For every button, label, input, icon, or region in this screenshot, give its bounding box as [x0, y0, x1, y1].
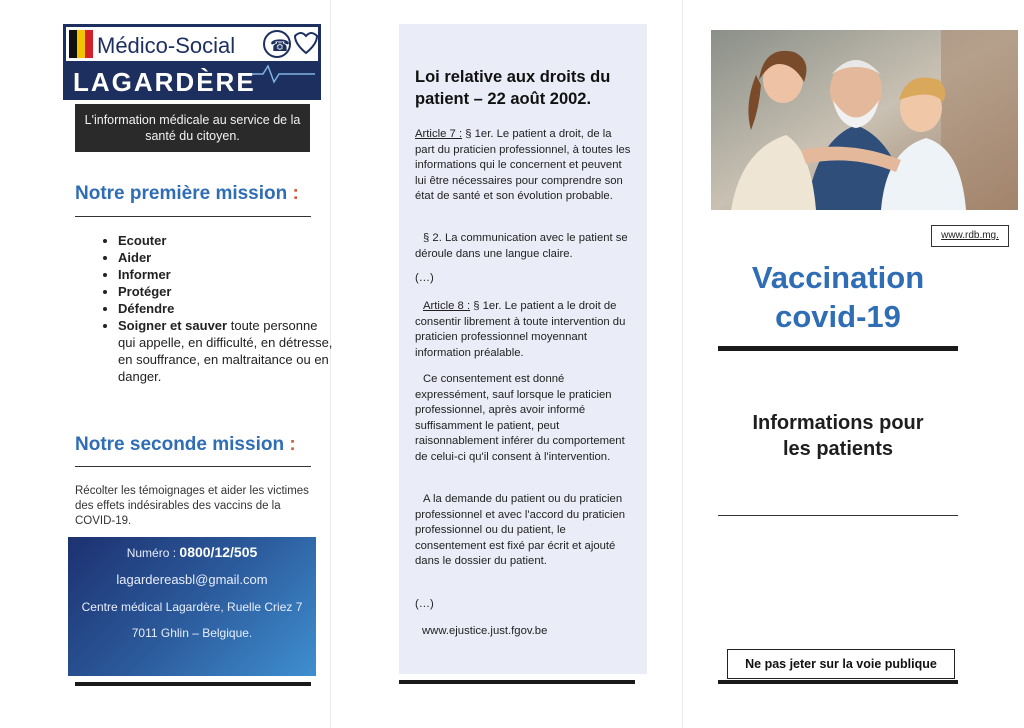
law-paragraph-2: § 2. La communication avec le patient se déroule dans une langue claire.: [415, 232, 628, 260]
vaccination-title: Vaccination covid-19: [751, 260, 925, 334]
law-ellipsis-2: (…): [415, 598, 434, 610]
notice-box: Ne pas jeter sur la voie publique: [727, 649, 955, 679]
list-item: • Ecouter: [118, 232, 333, 249]
fold-line-right: [682, 0, 683, 728]
info-title: Informations pour les patients: [752, 412, 924, 460]
medico-social-logo: [63, 24, 321, 100]
mission1-list: [96, 232, 333, 385]
mission1-title: Notre première mission :: [75, 183, 299, 204]
mission1-rule: [75, 216, 311, 217]
tagline-box: [75, 104, 310, 152]
logo-brand-top: Médico-Social: [97, 33, 236, 58]
svg-text:☎: ☎: [270, 36, 290, 55]
law-paragraph-consent: Ce consentement est donné expressément, sauf lorsque le praticien professionnel, après avoir informé suffisamment le patient, peut raisonnablement inférer du comportement de celui-ci qu'il consent à l'intervention.: [415, 373, 625, 463]
list-item: • Aider: [118, 249, 333, 266]
contact-box: [68, 537, 316, 676]
subtitle-rule: [718, 515, 958, 516]
law-title: Loi relative aux droits du patient – 22 août 2002.: [415, 68, 611, 108]
mission2-title: Notre seconde mission :: [75, 434, 296, 455]
list-item: • Défendre: [118, 300, 333, 317]
middle-bottom-bar: [399, 680, 635, 684]
phone-number[interactable]: 0800/12/505: [179, 544, 258, 560]
mission2-rule: [75, 466, 311, 467]
logo-brand-bottom: LAGARDÈRE: [73, 67, 256, 97]
family-photo: [711, 30, 1018, 210]
photo-credit[interactable]: www.rdb.mg.: [931, 225, 1009, 247]
right-bottom-bar: [718, 680, 958, 684]
title-rule: [718, 346, 958, 351]
list-item: • Informer: [118, 266, 333, 283]
tagline: L'information médicale au service de la santé du citoyen.: [84, 113, 301, 143]
list-item: • Soigner et sauver toute personne qui appelle, en difficulté, en détresse, en souffrance, en maltraitance ou en danger.: [118, 317, 333, 385]
law-article-8: Article 8 : § 1er. Le patient a le droit de consentir librement à toute intervention du praticien professionnel moyennant information préalable.: [415, 300, 626, 359]
law-source-link[interactable]: www.ejustice.just.fgov.be: [422, 625, 548, 637]
contact-address-line1: Centre médical Lagardère, Ruelle Criez 7: [81, 600, 303, 614]
law-paragraph-written: A la demande du patient ou du praticien professionnel et avec l'accord du praticien professionnel ou du patient, le consentement est fixé par écrit et ajouté dans le dossier du patient.: [415, 493, 626, 567]
contact-address-line2: 7011 Ghlin – Belgique.: [131, 626, 253, 640]
list-item: • Protéger: [118, 283, 333, 300]
mission2-text: Récolter les témoignages et aider les victimes des effets indésirables des vaccins de la COVID-19.: [75, 485, 309, 527]
contact-email[interactable]: lagardereasbl@gmail.com: [116, 572, 268, 587]
law-ellipsis-1: (…): [415, 272, 434, 284]
law-article-7: Article 7 : § 1er. Le patient a droit, de la part du praticien professionnel, à toutes les informations qui le concernent et peuvent lui être nécessaires pour comprendre son état de santé et son évolution probable.: [415, 128, 631, 202]
contact-phone: Numéro : 0800/12/505: [126, 544, 258, 560]
left-bottom-bar: [75, 682, 311, 686]
